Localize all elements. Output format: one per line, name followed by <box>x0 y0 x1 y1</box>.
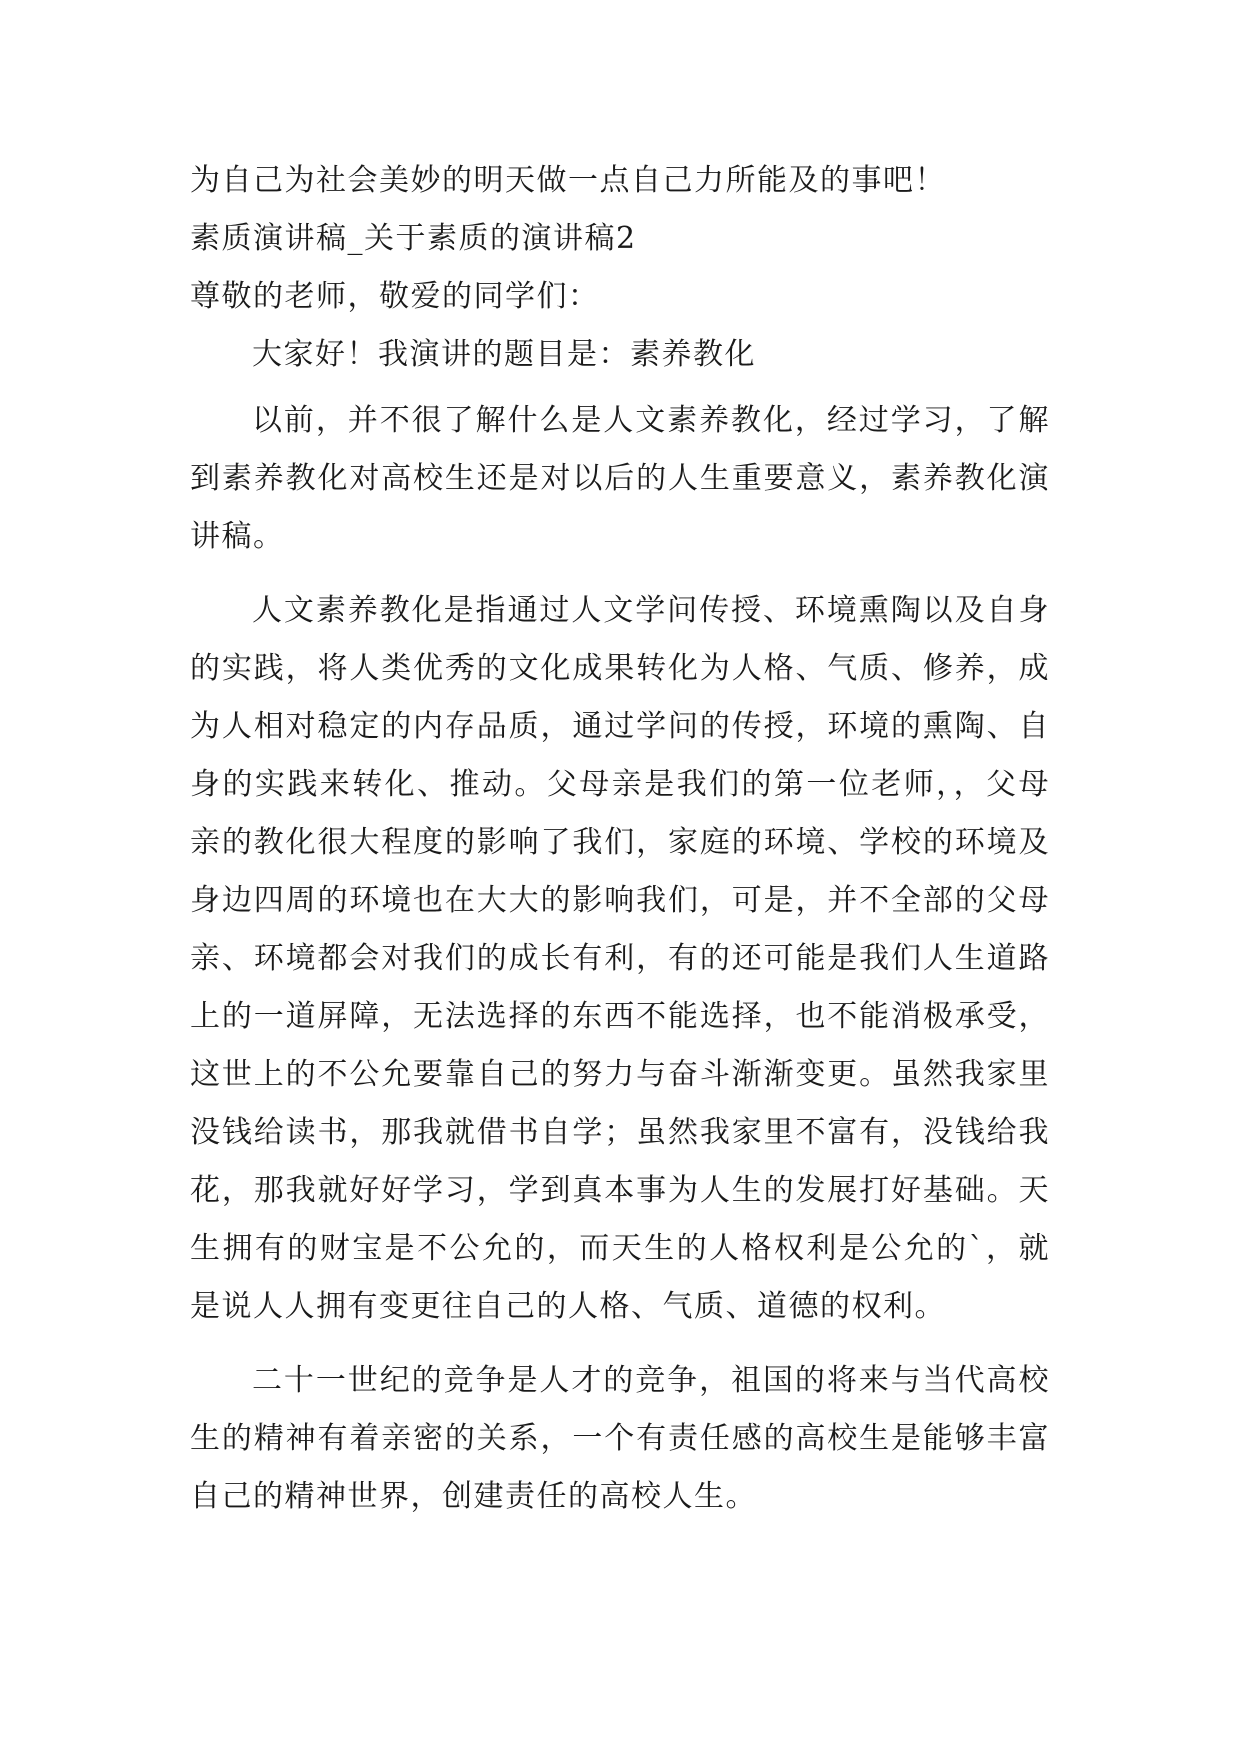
salutation: 尊敬的老师，敬爱的同学们： <box>190 279 600 314</box>
closing-line: 为自己为社会美妙的明天做一点自己力所能及的事吧！ <box>190 163 946 198</box>
section-title: 素质演讲稿_关于素质的演讲稿2 <box>190 221 637 256</box>
speech-topic: 大家好！我演讲的题目是：素养教化 <box>252 337 756 372</box>
paragraph-2: 人文素养教化是指通过人文学问传授、环境熏陶以及自身的实践，将人类优秀的文化成果转化为人格、气质、修养，成为人相对稳定的内存品质，通过学问的传授，环境的熏陶、自身的实践来转化、推动。父母亲是我们的第一位老师，，父母亲的教化很大程度的影响了我们，家庭的环境、学校的环境及身边四周的环境也在大大的影响我们，可是，并不全部的父母亲、环境都会对我们的成长有利，有的还可能是我们人生道路上的一道屏障，无法选择的东西不能选择，也不能消极承受，这世上的不公允要靠自己的努力与奋斗渐渐变更。虽然我家里没钱给读书，那我就借书自学；虽然我家里不富有，没钱给我花，那我就好好学习，学到真本事为人生的发展打好基础。天生拥有的财宝是不公允的，而天生的人格权利是公允的`，就是说人人拥有变更往自己的人格、气质、道德的权利。 <box>190 593 1050 1324</box>
paragraph-1: 以前，并不很了解什么是人文素养教化，经过学习，了解到素养教化对高校生还是对以后的人生重要意义，素养教化演讲稿。 <box>190 403 1050 554</box>
document-page <box>190 160 1050 1542</box>
paragraph-3: 二十一世纪的竞争是人才的竞争，祖国的将来与当代高校生的精神有着亲密的关系，一个有责任感的高校生是能够丰富自己的精神世界，创建责任的高校人生。 <box>190 1363 1050 1514</box>
